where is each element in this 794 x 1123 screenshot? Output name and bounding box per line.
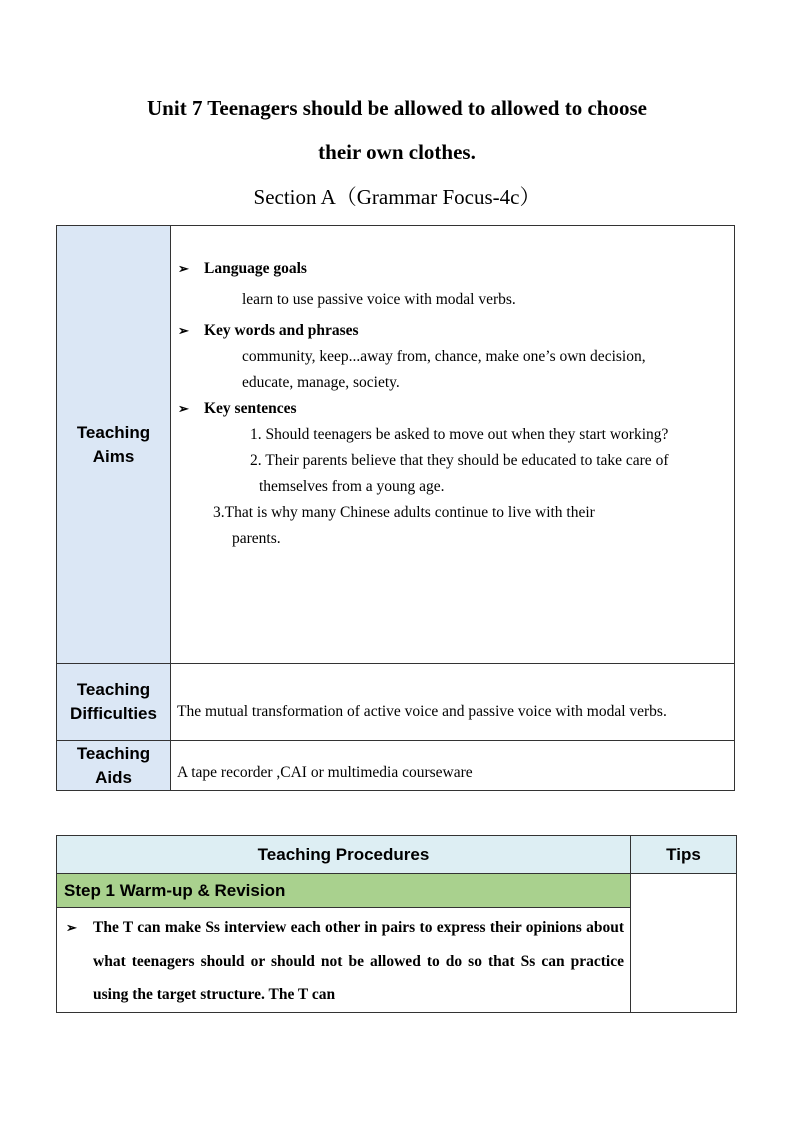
teaching-difficulties-label: Teaching Difficulties [57, 664, 171, 741]
key-words-line1: community, keep...away from, chance, make one’s own decision, [242, 348, 646, 365]
teaching-difficulties-text: The mutual transformation of active voice and passive voice with modal verbs. [171, 664, 735, 741]
step1-heading: Step 1 Warm-up & Revision [57, 874, 631, 908]
teaching-aids-label: Teaching Aids [57, 741, 171, 791]
arrow-bullet-icon: ➢ [178, 323, 189, 338]
arrow-bullet-icon: ➢ [178, 261, 189, 276]
key-sentences-heading: ➢ Key sentences [177, 396, 728, 422]
key-sentence-1: 1. Should teenagers be asked to move out when they start working? [250, 426, 669, 443]
key-sentence-3b: parents. [232, 530, 281, 547]
key-sentence-2b: themselves from a young age. [259, 478, 445, 495]
key-words-line2: educate, manage, society. [242, 374, 400, 391]
key-words-heading: ➢ Key words and phrases [177, 318, 728, 344]
teaching-aims-label: Teaching Aims [57, 226, 171, 664]
arrow-bullet-icon: ➢ [178, 401, 189, 416]
language-goals-heading: ➢ Language goals [177, 256, 728, 282]
language-goals-text: learn to use passive voice with modal verbs. [242, 291, 516, 308]
teaching-procedures-header: Teaching Procedures [57, 836, 631, 874]
teaching-aids-text: A tape recorder ,CAI or multimedia courseware [171, 741, 735, 791]
key-sentence-3a: 3.That is why many Chinese adults continue to live with their [213, 504, 595, 521]
teaching-aims-content [171, 226, 735, 664]
step1-procedure-text: ➢ The T can make Ss interview each other in pairs to express their opinions about what teenagers should or should not be allowed to do so that Ss can practice using the target structure. The T can [57, 908, 631, 1013]
section-subtitle: Section A（Grammar Focus-4c） [253, 185, 541, 209]
teaching-info-table [56, 225, 735, 791]
teaching-procedures-table [56, 835, 737, 1013]
document-title-line1: Unit 7 Teenagers should be allowed to allowed to choose [147, 96, 647, 120]
tips-cell [631, 874, 737, 1013]
document-title-line2: their own clothes. [318, 140, 476, 164]
key-sentence-2a: 2. Their parents believe that they should be educated to take care of [250, 452, 669, 469]
tips-header: Tips [631, 836, 737, 874]
arrow-bullet-icon: ➢ [66, 920, 77, 935]
